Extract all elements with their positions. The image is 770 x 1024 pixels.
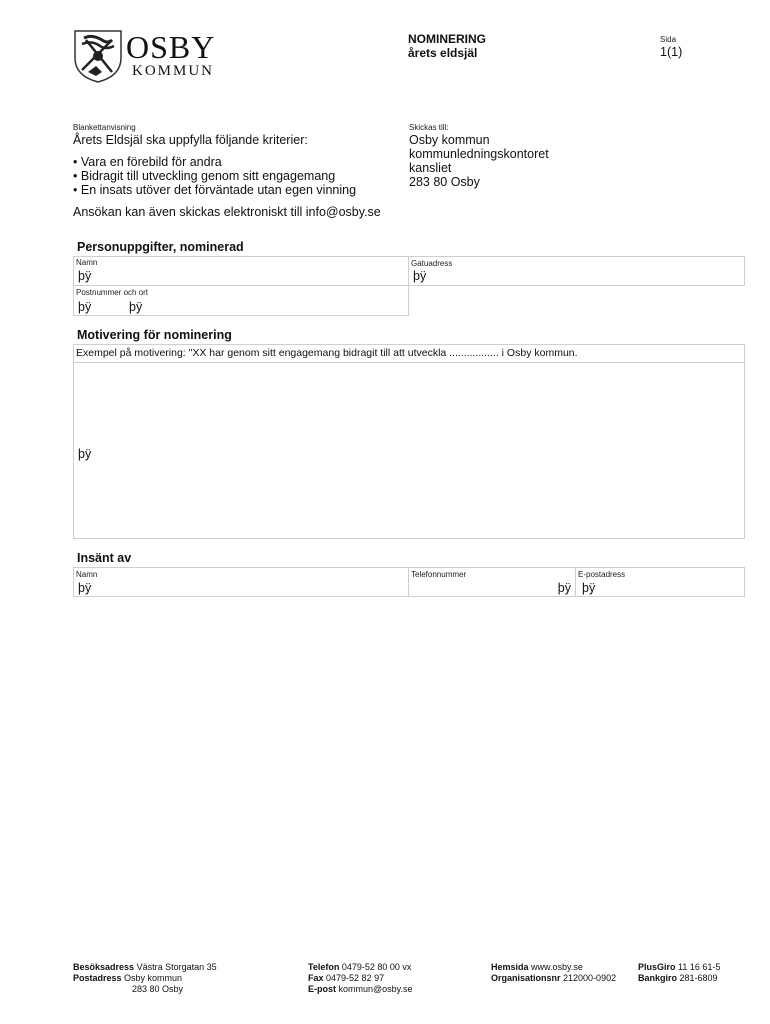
submitter-phone-field[interactable] bbox=[408, 567, 576, 597]
logo-name: OSBY bbox=[126, 29, 216, 65]
footer-value: www.osby.se bbox=[531, 962, 583, 972]
field-value: þÿ bbox=[78, 269, 92, 283]
submitter-name-field[interactable] bbox=[73, 567, 409, 597]
criteria-item: • Vara en förebild för andra bbox=[73, 155, 356, 169]
footer-value: 11 16 61-5 bbox=[678, 962, 721, 972]
send-to-line: kansliet bbox=[409, 161, 452, 175]
footer-label: Hemsida bbox=[491, 962, 529, 972]
footer-label: Organisationsnr bbox=[491, 973, 561, 983]
footer-value: 0479-52 80 00 vx bbox=[341, 962, 412, 972]
nominee-street-field[interactable] bbox=[408, 256, 745, 286]
footer-value: 0479-52 82 97 bbox=[326, 973, 385, 983]
motivation-field[interactable] bbox=[73, 362, 745, 539]
footer-org-number bbox=[491, 973, 616, 984]
postal-code-value: þÿ bbox=[78, 300, 92, 314]
electronic-submission-note: Ansökan kan även skickas elektroniskt till info@osby.se bbox=[73, 205, 381, 219]
document-title: NOMINERING bbox=[408, 32, 486, 46]
instructions-label: Blankettanvisning bbox=[73, 123, 136, 132]
motivation-example: Exempel på motivering: "XX har genom sitt engagemang bidragit till att utveckla ................. i Osby kommun. bbox=[76, 347, 578, 359]
footer-post-address bbox=[73, 973, 182, 984]
field-value: þÿ bbox=[413, 269, 427, 283]
field-label: Postnummer och ort bbox=[76, 288, 149, 297]
page-label: Sida bbox=[660, 35, 677, 44]
footer-value: 212000-0902 bbox=[563, 973, 617, 983]
logo-sub: KOMMUN bbox=[132, 63, 215, 79]
footer-value: Osby kommun bbox=[124, 973, 183, 983]
send-to-line: kommunledningskontoret bbox=[409, 147, 549, 161]
nominee-postal-field[interactable] bbox=[73, 285, 409, 316]
city-value: þÿ bbox=[129, 300, 143, 314]
motivation-example-box bbox=[73, 344, 745, 363]
footer-phone bbox=[308, 962, 411, 973]
section-title-personal: Personuppgifter, nominerad bbox=[77, 240, 244, 254]
footer-label: Besöksadress bbox=[73, 962, 135, 972]
field-value: þÿ bbox=[557, 581, 571, 595]
document-subtitle: årets eldsjäl bbox=[408, 46, 478, 60]
logo bbox=[72, 28, 232, 86]
field-label: Gatuadress bbox=[411, 259, 453, 268]
footer-label: Fax bbox=[308, 973, 324, 983]
field-label: Namn bbox=[76, 570, 98, 579]
section-title-motivation: Motivering för nominering bbox=[77, 328, 232, 342]
footer-label: Bankgiro bbox=[638, 973, 678, 983]
footer-visit-address bbox=[73, 962, 217, 973]
field-value: þÿ bbox=[582, 581, 596, 595]
footer-value: Västra Storgatan 35 bbox=[136, 962, 217, 972]
footer-label: E-post bbox=[308, 984, 336, 994]
field-label: E-postadress bbox=[578, 570, 626, 579]
instructions-heading: Årets Eldsjäl ska uppfylla följande kriterier: bbox=[73, 133, 308, 147]
footer-fax bbox=[308, 973, 384, 984]
footer-web bbox=[491, 962, 583, 973]
section-title-submitted: Insänt av bbox=[77, 551, 132, 565]
footer-plusgiro bbox=[638, 962, 720, 973]
footer-value: 281-6809 bbox=[679, 973, 718, 983]
footer-bankgiro bbox=[638, 973, 718, 984]
footer-value: kommun@osby.se bbox=[338, 984, 413, 994]
field-label: Telefonnummer bbox=[411, 570, 467, 579]
field-value: þÿ bbox=[78, 581, 92, 595]
footer-post-city: 283 80 Osby bbox=[132, 984, 184, 994]
footer-label: PlusGiro bbox=[638, 962, 676, 972]
nominee-name-field[interactable] bbox=[73, 256, 409, 286]
criteria-item: • Bidragit till utveckling genom sitt engagemang bbox=[73, 169, 356, 183]
send-to-label: Skickas till: bbox=[409, 123, 449, 132]
submitter-email-field[interactable] bbox=[575, 567, 745, 597]
footer-email bbox=[308, 984, 413, 995]
osby-coat-of-arms-icon bbox=[72, 28, 124, 84]
criteria-list bbox=[73, 155, 356, 197]
send-to-line: Osby kommun bbox=[409, 133, 490, 147]
footer-label: Postadress bbox=[73, 973, 122, 983]
field-label: Namn bbox=[76, 258, 98, 267]
send-to-line: 283 80 Osby bbox=[409, 175, 480, 189]
footer-label: Telefon bbox=[308, 962, 340, 972]
page-number: 1(1) bbox=[660, 45, 683, 59]
criteria-item: • En insats utöver det förväntade utan egen vinning bbox=[73, 183, 356, 197]
field-value: þÿ bbox=[78, 447, 92, 461]
